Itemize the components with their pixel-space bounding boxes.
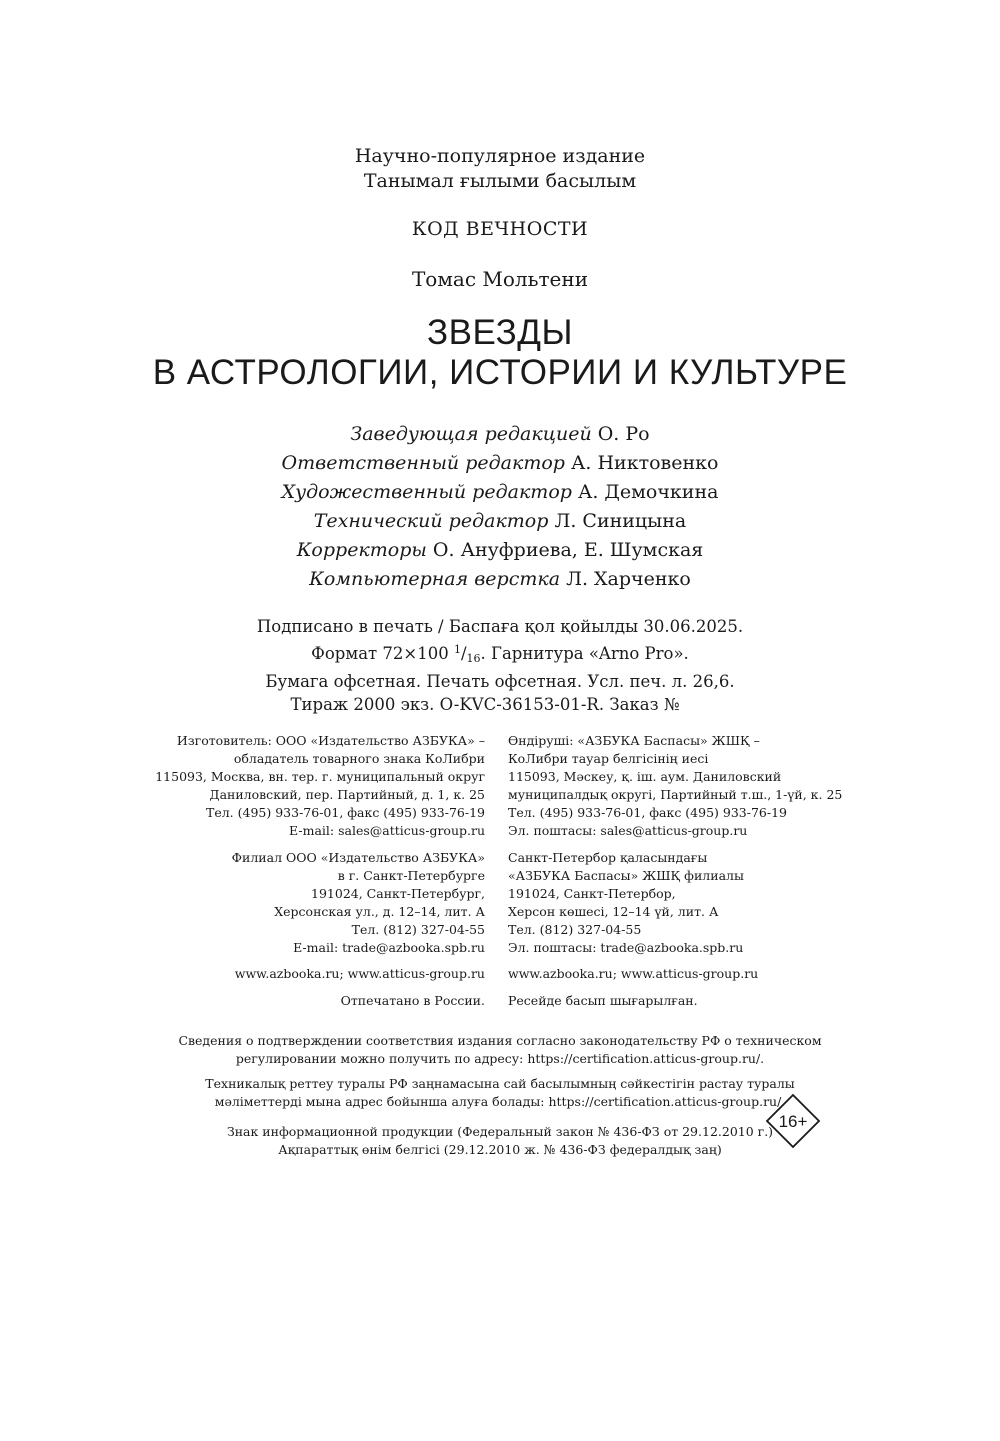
credit-line [0, 449, 1000, 478]
print-signed: Подписано в печать / Баспаға қол қойылды 30.06.2025. [256, 617, 744, 636]
book-title-line1: ЗВЕЗДЫ [427, 313, 573, 352]
branch-ru [232, 849, 485, 957]
printed-kz: Ресейде басып шығарылған. [508, 993, 698, 1008]
credit-role: Ответственный редактор [281, 452, 565, 474]
credit-role: Компьютерная верстка [309, 568, 561, 590]
format-slash: / [460, 644, 467, 663]
branch-ru-line: Херсонская ул., д. 12–14, лит. А [274, 904, 485, 919]
branch-ru-line: в г. Санкт-Петербурге [337, 868, 485, 883]
age-rating-text: 16+ [778, 1112, 808, 1131]
branch-kz [508, 849, 744, 957]
book-title-line2: В АСТРОЛОГИИ, ИСТОРИИ И КУЛЬТУРЕ [152, 353, 848, 392]
branch-ru-line: 191024, Санкт-Петербург, [311, 886, 485, 901]
credit-name: О. Ануфриева, Е. Шумская [432, 539, 704, 561]
sign-ru-line: Знак информационной продукции (Федеральный закон № 436-ФЗ от 29.12.2010 г.) [226, 1124, 774, 1139]
maker-ru-line: обладатель товарного знака КоЛибри [233, 751, 485, 766]
credit-role: Художественный редактор [281, 481, 572, 503]
author: Томас Мольтени [411, 267, 589, 291]
credits [0, 420, 1000, 594]
branch-kz-line: Херсон көшесі, 12–14 үй, лит. А [508, 904, 719, 919]
credit-name: Л. Харченко [566, 568, 691, 590]
credit-name: А. Никтовенко [571, 452, 719, 474]
branch-kz-line: Тел. (812) 327-04-55 [508, 922, 642, 937]
branch-ru-line: E-mail: trade@azbooka.spb.ru [293, 940, 485, 955]
format-prefix: Формат 72×100 [311, 644, 449, 663]
credit-role: Заведующая редакцией [350, 423, 592, 445]
credit-role: Технический редактор [313, 510, 549, 532]
print-info [0, 615, 1000, 716]
age-rating-badge [765, 1093, 821, 1149]
credit-name: О. Ро [597, 423, 650, 445]
print-format [0, 638, 1000, 670]
web-ru: www.azbooka.ru; www.atticus-group.ru [234, 966, 485, 981]
print-paper: Бумага офсетная. Печать офсетная. Усл. печ. л. 26,6. [265, 672, 735, 691]
branch-kz-line: 191024, Санкт-Петербор, [508, 886, 676, 901]
certification-kz [0, 1075, 1000, 1111]
cert-kz-line: Техникалық реттеу туралы РФ заңнамасына сай басылымның сәйкестігін растау туралы [205, 1076, 795, 1091]
cert-ru-line: Сведения о подтверждении соответствия издания согласно законодательству РФ о техническом [178, 1033, 822, 1048]
maker-kz-line: КоЛибри тауар белгісінің иесі [508, 751, 709, 766]
maker-ru-line: Изготовитель: ООО «Издательство АЗБУКА» – [176, 733, 485, 748]
credit-name: Л. Синицына [554, 510, 687, 532]
maker-ru-line: 115093, Москва, вн. тер. г. муниципальный округ [155, 769, 485, 784]
branch-ru-line: Тел. (812) 327-04-55 [351, 922, 485, 937]
format-sub: 16 [466, 652, 481, 665]
print-run: Тираж 2000 экз. O-KVC-36153-01-R. Заказ № [290, 695, 680, 714]
maker-kz-line: муниципалдық округі, Партийный т.ш., 1-үй, к. 25 [508, 787, 843, 802]
credit-line [0, 420, 1000, 449]
credit-line [0, 565, 1000, 594]
maker-ru [155, 732, 485, 840]
maker-kz-line: Эл. поштасы: sales@atticus-group.ru [508, 823, 748, 838]
cert-ru-line: регулировании можно получить по адресу: https://certification.atticus-group.ru/. [235, 1051, 765, 1066]
branch-kz-line: Эл. поштасы: trade@azbooka.spb.ru [508, 940, 744, 955]
sign-kz-line: Ақпараттық өнім белгісі (29.12.2010 ж. № 436-ФЗ федералдық заң) [278, 1142, 722, 1157]
format-sup: 1 [453, 643, 461, 656]
maker-kz-line: Тел. (495) 933-76-01, факс (495) 933-76-19 [508, 805, 787, 820]
maker-ru-line: Тел. (495) 933-76-01, факс (495) 933-76-19 [206, 805, 485, 820]
info-sign [0, 1123, 1000, 1159]
series-title: КОД ВЕЧНОСТИ [411, 218, 589, 240]
credit-role: Корректоры [296, 539, 427, 561]
cert-kz-line: мәліметтерді мына адрес бойынша алуға болады: https://certification.atticus-group.ru/. [214, 1094, 786, 1109]
credit-line [0, 478, 1000, 507]
format-suffix: . Гарнитура «Arno Pro». [480, 644, 689, 663]
certification-ru [0, 1032, 1000, 1068]
credit-line [0, 536, 1000, 565]
printed-ru: Отпечатано в России. [340, 993, 485, 1008]
maker-ru-line: E-mail: sales@atticus-group.ru [289, 823, 485, 838]
branch-kz-line: «АЗБУКА Баспасы» ЖШҚ филиалы [508, 868, 744, 883]
maker-kz [508, 732, 842, 840]
credit-line [0, 507, 1000, 536]
branch-kz-line: Санкт-Петербор қаласындағы [508, 850, 708, 865]
maker-kz-line: 115093, Мәскеу, қ. іш. аум. Даниловский [508, 769, 782, 784]
web-kz: www.azbooka.ru; www.atticus-group.ru [508, 966, 759, 981]
branch-ru-line: Филиал ООО «Издательство АЗБУКА» [231, 850, 485, 865]
genre-ru: Научно-популярное издание [354, 145, 646, 167]
genre-kz: Танымал ғылыми басылым [363, 170, 637, 192]
credit-name: А. Демочкина [577, 481, 719, 503]
maker-kz-line: Өндіруші: «АЗБУКА Баспасы» ЖШҚ – [508, 733, 760, 748]
maker-ru-line: Даниловский, пер. Партийный, д. 1, к. 25 [209, 787, 485, 802]
